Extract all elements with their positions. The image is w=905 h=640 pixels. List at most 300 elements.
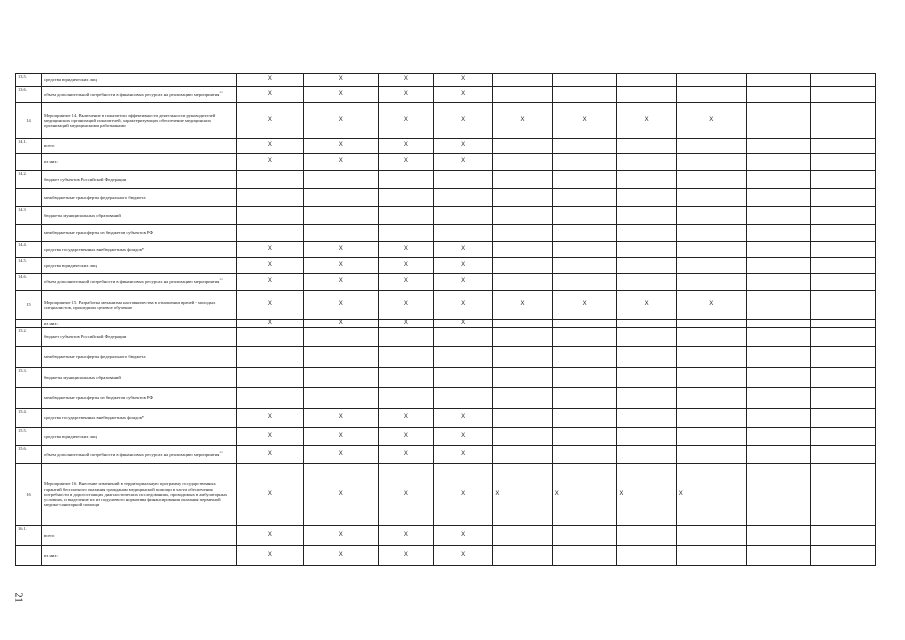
mark-cell xyxy=(433,388,492,409)
row-name-text: из них: xyxy=(44,320,58,326)
row-number: 15.6. xyxy=(16,446,42,464)
mark-cell: X xyxy=(236,74,303,87)
mark-cell xyxy=(303,171,378,189)
table-row xyxy=(16,409,876,428)
mark-cell xyxy=(236,368,303,388)
row-name xyxy=(42,207,237,225)
row-name-text: из них: xyxy=(44,159,58,165)
mark-cell xyxy=(552,139,617,154)
mark-cell xyxy=(303,225,378,242)
mark-cell xyxy=(617,546,676,566)
mark-cell: X xyxy=(493,291,552,320)
mark-cell: X xyxy=(433,428,492,446)
mark-cell xyxy=(746,388,811,409)
mark-cell: X xyxy=(617,291,676,320)
row-name-text: средства государственных внебюджетных фондов* xyxy=(44,246,145,252)
mark-cell: X xyxy=(433,103,492,139)
mark-cell xyxy=(676,258,746,274)
row-number: 14.1. xyxy=(16,139,42,154)
row-name-text: межбюджетные трансферты федерального бюджета xyxy=(44,194,146,200)
mark-cell: X xyxy=(236,526,303,546)
row-name xyxy=(42,446,237,464)
table-row xyxy=(16,526,876,546)
row-name xyxy=(42,388,237,409)
row-name xyxy=(42,74,237,87)
row-name-text: Мероприятие 16. Внесение изменений в территориальную программу государственных гарантий бесплатного оказания гражданам медицинской помощи в части обеспечения потребности в дорогостоящих диагностических исследованиях, проводимых в амбулаторных условиях, и выделение их из подушевого норматива финансирования оказания первичной медико-санитарной помощи xyxy=(44,481,228,508)
row-number xyxy=(16,320,42,328)
mark-cell: X xyxy=(378,87,433,103)
mark-cell: X xyxy=(433,258,492,274)
mark-cell xyxy=(746,171,811,189)
table-row xyxy=(16,320,876,328)
mark-cell: X xyxy=(378,446,433,464)
mark-cell: X xyxy=(236,464,303,526)
row-name xyxy=(42,87,237,103)
mark-cell xyxy=(746,189,811,207)
mark-cell: X xyxy=(433,74,492,87)
row-name xyxy=(42,368,237,388)
mark-cell: X xyxy=(236,291,303,320)
mark-cell: X xyxy=(303,409,378,428)
mark-cell xyxy=(552,546,617,566)
row-number: 16.1. xyxy=(16,526,42,546)
mark-cell xyxy=(552,189,617,207)
mark-cell: X xyxy=(378,320,433,328)
mark-cell: X xyxy=(303,154,378,171)
mark-cell xyxy=(811,388,876,409)
row-number: 14.5. xyxy=(16,258,42,274)
table-row xyxy=(16,207,876,225)
mark-cell xyxy=(676,139,746,154)
mark-cell xyxy=(746,328,811,347)
mark-cell xyxy=(493,171,552,189)
mark-cell: X xyxy=(676,291,746,320)
table-row xyxy=(16,464,876,526)
row-name-text: бюджет субъектов Российской Федерации xyxy=(44,176,127,182)
mark-cell: X xyxy=(303,242,378,258)
mark-cell xyxy=(378,388,433,409)
mark-cell: X xyxy=(303,139,378,154)
mark-cell xyxy=(746,347,811,368)
mark-cell xyxy=(676,526,746,546)
mark-cell xyxy=(676,428,746,446)
mark-cell xyxy=(811,189,876,207)
row-name xyxy=(42,328,237,347)
row-name xyxy=(42,103,237,139)
mark-cell: X xyxy=(676,464,746,526)
row-name xyxy=(42,320,237,328)
table-row xyxy=(16,189,876,207)
mark-cell: X xyxy=(676,103,746,139)
table-row xyxy=(16,446,876,464)
mark-cell xyxy=(303,347,378,368)
mark-cell xyxy=(493,368,552,388)
table-row xyxy=(16,154,876,171)
mark-cell xyxy=(552,87,617,103)
mark-cell xyxy=(493,139,552,154)
mark-cell xyxy=(746,274,811,291)
mark-cell xyxy=(746,409,811,428)
mark-cell xyxy=(617,258,676,274)
row-name-text: объем дополнительной потребности в финансовых ресурсах на реализацию мероприятия xyxy=(44,91,220,97)
mark-cell: X xyxy=(552,103,617,139)
mark-cell xyxy=(811,546,876,566)
mark-cell: X xyxy=(433,526,492,546)
table-row xyxy=(16,347,876,368)
row-name xyxy=(42,428,237,446)
mark-cell xyxy=(811,154,876,171)
mark-cell: X xyxy=(303,103,378,139)
mark-cell xyxy=(676,242,746,258)
mark-cell xyxy=(493,388,552,409)
row-number xyxy=(16,388,42,409)
mark-cell: X xyxy=(433,154,492,171)
row-name xyxy=(42,154,237,171)
mark-cell xyxy=(493,428,552,446)
mark-cell xyxy=(676,446,746,464)
mark-cell xyxy=(493,274,552,291)
mark-cell xyxy=(746,291,811,320)
mark-cell: X xyxy=(303,526,378,546)
row-name xyxy=(42,171,237,189)
mark-cell xyxy=(236,207,303,225)
mark-cell xyxy=(433,368,492,388)
mark-cell xyxy=(617,242,676,258)
mark-cell xyxy=(378,368,433,388)
mark-cell: X xyxy=(303,428,378,446)
mark-cell xyxy=(617,409,676,428)
table-row xyxy=(16,258,876,274)
table-row xyxy=(16,171,876,189)
row-number: 14.2. xyxy=(16,171,42,189)
row-name-text: Мероприятие 14. Включение в показатели эффективности деятельности руководителей медицинских организаций показателей, характеризующих обеспечение медицинских организаций медицинскими работниками xyxy=(44,112,216,129)
mark-cell xyxy=(552,526,617,546)
mark-cell: X xyxy=(433,446,492,464)
table-row xyxy=(16,74,876,87)
mark-cell: X xyxy=(303,258,378,274)
mark-cell: X xyxy=(378,291,433,320)
mark-cell: X xyxy=(433,320,492,328)
mark-cell xyxy=(378,328,433,347)
row-number: 15 xyxy=(16,291,42,320)
mark-cell: X xyxy=(236,546,303,566)
mark-cell: X xyxy=(617,103,676,139)
mark-cell: X xyxy=(378,154,433,171)
mark-cell xyxy=(811,526,876,546)
mark-cell xyxy=(811,87,876,103)
mark-cell xyxy=(617,171,676,189)
mark-cell xyxy=(746,74,811,87)
mark-cell: X xyxy=(378,103,433,139)
footnote-mark: ** xyxy=(219,90,223,95)
row-name-text: средства государственных внебюджетных фондов* xyxy=(44,415,145,421)
row-name xyxy=(42,242,237,258)
mark-cell: X xyxy=(236,320,303,328)
mark-cell: X xyxy=(433,464,492,526)
mark-cell xyxy=(552,242,617,258)
mark-cell xyxy=(552,446,617,464)
mark-cell xyxy=(746,242,811,258)
mark-cell xyxy=(617,74,676,87)
mark-cell: X xyxy=(236,409,303,428)
row-name-text: средства юридических лиц xyxy=(44,262,97,268)
mark-cell xyxy=(746,154,811,171)
mark-cell xyxy=(236,189,303,207)
mark-cell: X xyxy=(552,464,617,526)
row-number: 14.3 xyxy=(16,207,42,225)
mark-cell xyxy=(676,171,746,189)
mark-cell xyxy=(617,526,676,546)
mark-cell xyxy=(811,171,876,189)
mark-cell xyxy=(811,291,876,320)
mark-cell xyxy=(676,328,746,347)
mark-cell xyxy=(493,409,552,428)
mark-cell xyxy=(676,388,746,409)
mark-cell xyxy=(617,87,676,103)
row-name-text: межбюджетные трансферты из бюджетов субъектов РФ xyxy=(44,230,154,236)
mark-cell xyxy=(493,87,552,103)
mark-cell xyxy=(811,320,876,328)
mark-cell: X xyxy=(236,428,303,446)
table-row xyxy=(16,428,876,446)
mark-cell xyxy=(811,207,876,225)
row-name xyxy=(42,546,237,566)
row-name-text: межбюджетные трансферты из бюджетов субъектов РФ xyxy=(44,395,154,401)
mark-cell xyxy=(493,546,552,566)
mark-cell xyxy=(676,546,746,566)
mark-cell: X xyxy=(433,546,492,566)
mark-cell xyxy=(236,347,303,368)
mark-cell xyxy=(746,225,811,242)
mark-cell xyxy=(552,347,617,368)
row-name xyxy=(42,139,237,154)
mark-cell xyxy=(493,154,552,171)
row-name xyxy=(42,526,237,546)
mark-cell xyxy=(746,526,811,546)
page-number: 21 xyxy=(12,592,24,603)
row-name xyxy=(42,225,237,242)
row-name-text: бюджет субъектов Российской Федерации xyxy=(44,334,127,340)
mark-cell: X xyxy=(236,274,303,291)
mark-cell: X xyxy=(433,87,492,103)
row-name-text: всего xyxy=(44,143,55,149)
mark-cell xyxy=(493,328,552,347)
table-row xyxy=(16,291,876,320)
mark-cell xyxy=(236,225,303,242)
mark-cell xyxy=(746,368,811,388)
mark-cell: X xyxy=(378,464,433,526)
row-number xyxy=(16,154,42,171)
mark-cell xyxy=(493,320,552,328)
mark-cell xyxy=(676,225,746,242)
mark-cell: X xyxy=(303,464,378,526)
mark-cell xyxy=(617,328,676,347)
mark-cell xyxy=(303,388,378,409)
mark-cell xyxy=(676,207,746,225)
row-name-text: объем дополнительной потребности в финансовых ресурсах на реализацию мероприятия xyxy=(44,279,220,285)
mark-cell: X xyxy=(433,139,492,154)
mark-cell xyxy=(378,171,433,189)
mark-cell: X xyxy=(303,320,378,328)
mark-cell xyxy=(493,225,552,242)
table-row xyxy=(16,87,876,103)
mark-cell: X xyxy=(378,409,433,428)
row-number: 14.6. xyxy=(16,274,42,291)
row-number: 14.4. xyxy=(16,242,42,258)
mark-cell xyxy=(811,428,876,446)
mark-cell xyxy=(493,526,552,546)
mark-cell xyxy=(811,368,876,388)
footnote-mark: ** xyxy=(219,277,223,282)
row-name-text: из них: xyxy=(44,552,58,558)
mark-cell: X xyxy=(236,103,303,139)
row-number: 13.6. xyxy=(16,87,42,103)
mark-cell xyxy=(746,87,811,103)
mark-cell xyxy=(303,207,378,225)
mark-cell xyxy=(811,409,876,428)
mark-cell: X xyxy=(552,291,617,320)
mark-cell xyxy=(676,189,746,207)
mark-cell xyxy=(378,189,433,207)
mark-cell xyxy=(378,225,433,242)
mark-cell xyxy=(617,368,676,388)
mark-cell xyxy=(493,242,552,258)
mark-cell: X xyxy=(236,87,303,103)
table-row xyxy=(16,328,876,347)
mark-cell xyxy=(552,274,617,291)
row-name xyxy=(42,409,237,428)
row-number: 16 xyxy=(16,464,42,526)
mark-cell xyxy=(746,320,811,328)
mark-cell: X xyxy=(236,154,303,171)
mark-cell xyxy=(811,225,876,242)
row-name-text: средства юридических лиц xyxy=(44,77,97,83)
footnote-mark: ** xyxy=(219,450,223,455)
table-row xyxy=(16,368,876,388)
mark-cell xyxy=(811,74,876,87)
mark-cell xyxy=(433,189,492,207)
mark-cell: X xyxy=(617,464,676,526)
mark-cell xyxy=(236,328,303,347)
mark-cell xyxy=(552,207,617,225)
row-name-text: средства юридических лиц xyxy=(44,433,97,439)
mark-cell xyxy=(378,347,433,368)
mark-cell xyxy=(811,103,876,139)
mark-cell xyxy=(378,207,433,225)
mark-cell xyxy=(493,207,552,225)
mark-cell xyxy=(811,242,876,258)
mark-cell xyxy=(811,446,876,464)
mark-cell xyxy=(746,103,811,139)
mark-cell xyxy=(493,347,552,368)
mark-cell: X xyxy=(378,258,433,274)
row-name xyxy=(42,347,237,368)
mark-cell xyxy=(676,368,746,388)
table-row xyxy=(16,225,876,242)
mark-cell: X xyxy=(433,409,492,428)
mark-cell xyxy=(746,207,811,225)
mark-cell: X xyxy=(378,526,433,546)
row-name xyxy=(42,274,237,291)
mark-cell xyxy=(811,464,876,526)
mark-cell xyxy=(676,74,746,87)
mark-cell: X xyxy=(236,446,303,464)
mark-cell xyxy=(236,388,303,409)
mark-cell xyxy=(552,258,617,274)
row-name xyxy=(42,464,237,526)
mark-cell: X xyxy=(303,291,378,320)
mark-cell xyxy=(493,446,552,464)
mark-cell xyxy=(433,207,492,225)
mark-cell xyxy=(811,328,876,347)
mark-cell xyxy=(746,464,811,526)
mark-cell xyxy=(746,446,811,464)
table-row xyxy=(16,546,876,566)
mark-cell xyxy=(433,347,492,368)
mark-cell xyxy=(552,368,617,388)
mark-cell xyxy=(676,274,746,291)
mark-cell xyxy=(552,74,617,87)
mark-cell xyxy=(303,368,378,388)
mark-cell xyxy=(552,388,617,409)
mark-cell: X xyxy=(236,139,303,154)
mark-cell xyxy=(303,328,378,347)
row-name-text: всего xyxy=(44,532,55,538)
mark-cell xyxy=(676,320,746,328)
mark-cell: X xyxy=(493,103,552,139)
mark-cell: X xyxy=(378,74,433,87)
row-number: 14 xyxy=(16,103,42,139)
mark-cell: X xyxy=(433,274,492,291)
mark-cell xyxy=(433,171,492,189)
mark-cell: X xyxy=(236,242,303,258)
row-number: 15.3. xyxy=(16,368,42,388)
table-body xyxy=(16,74,876,566)
mark-cell xyxy=(617,274,676,291)
mark-cell: X xyxy=(378,139,433,154)
row-name-text: Мероприятие 15. Разработка механизма наставничества в отношении врачей - молодых специалистов, прошедших целевое обучение xyxy=(44,299,216,310)
mark-cell xyxy=(617,428,676,446)
table-row xyxy=(16,103,876,139)
row-name-text: бюджеты муниципальных образований xyxy=(44,374,121,380)
mark-cell xyxy=(617,189,676,207)
mark-cell xyxy=(493,74,552,87)
mark-cell xyxy=(617,347,676,368)
mark-cell: X xyxy=(303,446,378,464)
row-number xyxy=(16,347,42,368)
mark-cell: X xyxy=(303,546,378,566)
mark-cell xyxy=(811,258,876,274)
mark-cell xyxy=(617,225,676,242)
mark-cell xyxy=(676,347,746,368)
row-name xyxy=(42,291,237,320)
mark-cell xyxy=(676,409,746,428)
mark-cell xyxy=(552,428,617,446)
mark-cell: X xyxy=(378,428,433,446)
row-number: 15.5. xyxy=(16,428,42,446)
mark-cell xyxy=(746,258,811,274)
mark-cell xyxy=(552,409,617,428)
mark-cell: X xyxy=(433,242,492,258)
mark-cell xyxy=(617,320,676,328)
row-name xyxy=(42,258,237,274)
mark-cell xyxy=(552,225,617,242)
mark-cell: X xyxy=(433,291,492,320)
row-number: 15.4. xyxy=(16,409,42,428)
mark-cell: X xyxy=(378,546,433,566)
row-number: 13.5. xyxy=(16,74,42,87)
row-name-text: межбюджетные трансферты федерального бюджета xyxy=(44,354,146,360)
